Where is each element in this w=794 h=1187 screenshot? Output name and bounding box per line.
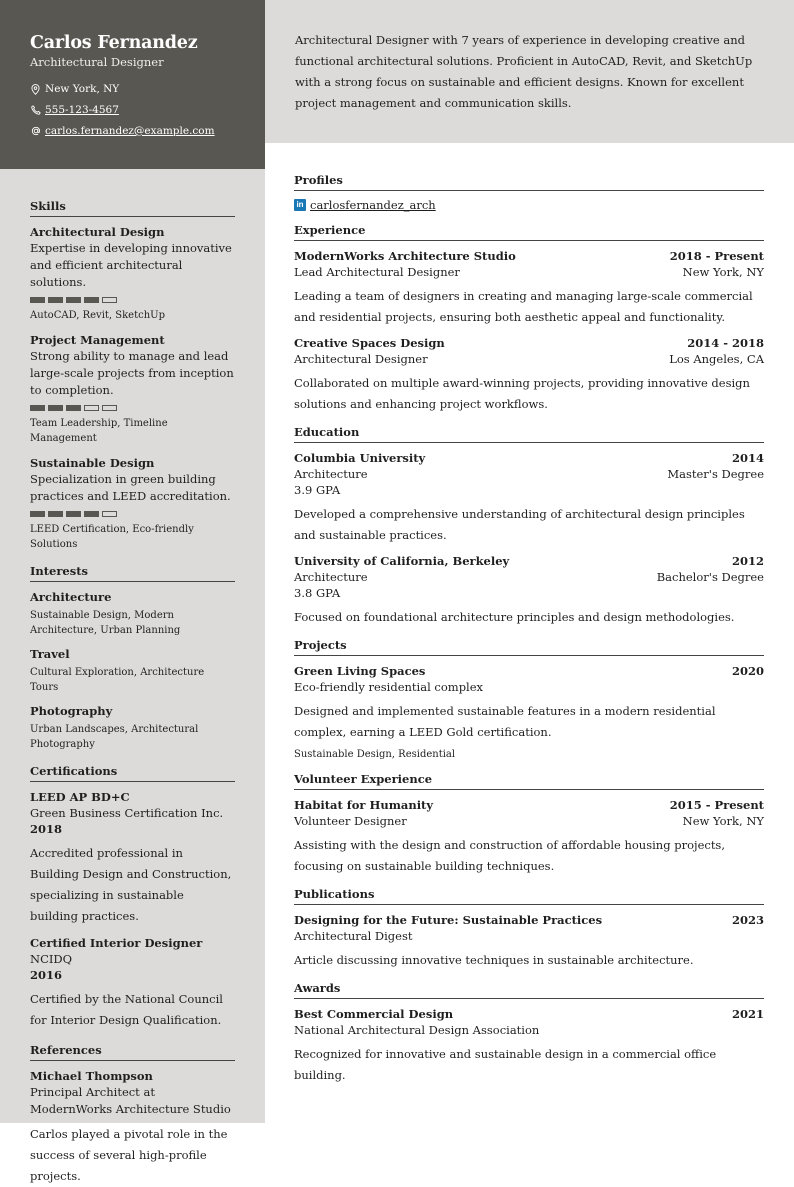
certification-item	[30, 935, 235, 1031]
awards-section	[294, 981, 764, 1086]
skill-keywords: AutoCAD, Revit, SketchUp	[30, 310, 165, 321]
publication-description: Article discussing innovative techniques in sustainable architecture.	[294, 953, 694, 967]
experience-description: Collaborated on multiple award-winning projects, providing innovative design solutions and enhancing project workflows.	[294, 376, 750, 411]
skill-level-segment	[84, 511, 99, 517]
award-year: 2021	[731, 1007, 764, 1021]
summary-text: Architectural Designer with 7 years of experience in developing creative and functional architectural solutions. Proficient in AutoCAD, Revit, and SketchUp with a strong focus on sustainable and efficient designs. Known for excellent project management and communication skills.	[295, 33, 753, 110]
certification-name: Certified Interior Designer	[30, 936, 203, 950]
award-description: Recognized for innovative and sustainable design in a commercial office building.	[294, 1047, 717, 1082]
school-name: Columbia University	[294, 451, 426, 465]
school-name: University of California, Berkeley	[294, 554, 510, 568]
volunteer-heading: Volunteer Experience	[294, 772, 764, 790]
project-name: Green Living Spaces	[294, 664, 426, 678]
project-description: Designed and implemented sustainable features in a modern residential complex, earning a LEED Gold certification.	[294, 704, 716, 739]
project-year: 2020	[731, 664, 764, 678]
certification-description: Certified by the National Council for Interior Design Qualification.	[30, 992, 223, 1027]
interest-name: Architecture	[30, 590, 112, 604]
publications-section	[294, 887, 764, 971]
interest-keywords: Sustainable Design, Modern Architecture, Urban Planning	[30, 610, 181, 636]
education-field: Architecture	[294, 570, 368, 584]
contact-email	[30, 124, 235, 138]
education-gpa: 3.9 GPA	[294, 483, 341, 497]
skill-keywords: Team Leadership, Timeline Management	[30, 418, 168, 444]
volunteer-org: Habitat for Humanity	[294, 798, 434, 812]
volunteer-item	[294, 797, 764, 877]
education-field: Architecture	[294, 467, 368, 481]
certification-name: LEED AP BD+C	[30, 790, 130, 804]
interest-keywords: Urban Landscapes, Architectural Photography	[30, 724, 199, 750]
skill-item	[30, 224, 235, 323]
profile-item	[294, 197, 764, 213]
job-role: Architectural Designer	[294, 352, 428, 366]
volunteer-dates: 2015 - Present	[669, 798, 764, 812]
education-degree: Master's Degree	[667, 467, 764, 481]
job-location: New York, NY	[682, 265, 764, 279]
volunteer-role: Volunteer Designer	[294, 814, 407, 828]
awards-heading: Awards	[294, 981, 764, 999]
experience-heading: Experience	[294, 223, 764, 241]
skill-level-segment	[66, 297, 81, 303]
experience-dates: 2014 - 2018	[687, 336, 764, 350]
skill-description: Specialization in green building practices and LEED accreditation.	[30, 472, 231, 503]
interest-keywords: Cultural Exploration, Architecture Tours	[30, 667, 205, 693]
skill-description: Strong ability to manage and lead large-scale projects from inception to completion.	[30, 349, 234, 397]
interest-item	[30, 703, 235, 752]
project-keywords: Sustainable Design, Residential	[294, 749, 456, 760]
at-sign-icon	[30, 126, 41, 137]
award-title: Best Commercial Design	[294, 1007, 454, 1021]
certification-year: 2018	[30, 822, 63, 836]
profile-username-link[interactable]: carlosfernandez_arch	[310, 198, 436, 212]
skill-level-bars	[30, 405, 235, 411]
skill-level-segment	[30, 511, 45, 517]
education-item	[294, 553, 764, 628]
publication-title: Designing for the Future: Sustainable Practices	[294, 913, 603, 927]
volunteer-description: Assisting with the design and construction of affordable housing projects, focusing on sustainable building techniques.	[294, 838, 725, 873]
interest-item	[30, 646, 235, 695]
project-item	[294, 663, 764, 762]
skills-section	[30, 199, 235, 552]
experience-item	[294, 335, 764, 415]
volunteer-location: New York, NY	[682, 814, 764, 828]
award-awarder: National Architectural Design Association	[294, 1023, 540, 1037]
reference-description: Carlos played a pivotal role in the success of several high-profile projects.	[30, 1127, 228, 1183]
interests-heading: Interests	[30, 564, 235, 582]
volunteer-section	[294, 772, 764, 877]
experience-item	[294, 248, 764, 328]
skill-level-segment	[84, 405, 99, 411]
education-description: Developed a comprehensive understanding of architectural design principles and sustainable practices.	[294, 507, 745, 542]
references-heading: References	[30, 1043, 235, 1061]
summary-section	[265, 0, 794, 143]
experience-section	[294, 223, 764, 415]
education-gpa: 3.8 GPA	[294, 586, 341, 600]
location-text: New York, NY	[45, 83, 120, 95]
education-item	[294, 450, 764, 546]
skill-level-segment	[30, 297, 45, 303]
linkedin-icon: in	[294, 199, 306, 211]
project-subtitle: Eco-friendly residential complex	[294, 680, 484, 694]
skill-name: Project Management	[30, 333, 165, 347]
skill-level-segment	[102, 405, 117, 411]
publication-year: 2023	[731, 913, 764, 927]
skill-level-segment	[48, 511, 63, 517]
certification-description: Accredited professional in Building Design and Construction, specializing in sustainable building practices.	[30, 846, 232, 923]
skill-name: Architectural Design	[30, 225, 165, 239]
job-location: Los Angeles, CA	[669, 352, 764, 366]
skill-level-segment	[48, 297, 63, 303]
interest-name: Travel	[30, 647, 70, 661]
publication-publisher: Architectural Digest	[294, 929, 413, 943]
projects-heading: Projects	[294, 638, 764, 656]
publication-item	[294, 912, 764, 971]
education-description: Focused on foundational architecture principles and design methodologies.	[294, 610, 735, 624]
skill-level-segment	[48, 405, 63, 411]
experience-description: Leading a team of designers in creating and managing large-scale commercial and residential projects, ensuring both aesthetic appeal and functionality.	[294, 289, 753, 324]
skill-level-bars	[30, 297, 235, 303]
certification-issuer: NCIDQ	[30, 952, 73, 966]
phone-link[interactable]: 555-123-4567	[45, 104, 119, 116]
skills-heading: Skills	[30, 199, 235, 217]
references-section	[30, 1043, 235, 1187]
main-content	[294, 173, 764, 1086]
phone-icon	[30, 105, 41, 116]
skill-level-segment	[66, 511, 81, 517]
certification-year: 2016	[30, 968, 63, 982]
reference-role: Principal Architect at ModernWorks Architecture Studio	[30, 1085, 231, 1116]
projects-section	[294, 638, 764, 762]
skill-level-segment	[66, 405, 81, 411]
company-name: Creative Spaces Design	[294, 336, 445, 350]
location-pin-icon	[30, 84, 41, 95]
education-section	[294, 425, 764, 628]
skill-name: Sustainable Design	[30, 456, 155, 470]
experience-dates: 2018 - Present	[669, 249, 764, 263]
profiles-heading: Profiles	[294, 173, 764, 191]
candidate-title: Architectural Designer	[30, 55, 164, 69]
certifications-heading: Certifications	[30, 764, 235, 782]
profiles-section	[294, 173, 764, 213]
skill-level-segment	[30, 405, 45, 411]
sidebar-content	[30, 199, 235, 1187]
skill-item	[30, 332, 235, 446]
education-year: 2012	[731, 554, 764, 568]
email-link[interactable]: carlos.fernandez@example.com	[45, 125, 215, 137]
contact-location	[30, 82, 235, 96]
skill-level-bars	[30, 511, 235, 517]
interest-name: Photography	[30, 704, 113, 718]
interests-section	[30, 564, 235, 752]
education-heading: Education	[294, 425, 764, 443]
education-year: 2014	[731, 451, 764, 465]
award-item	[294, 1006, 764, 1086]
skill-level-segment	[84, 297, 99, 303]
skill-level-segment	[102, 511, 117, 517]
certification-issuer: Green Business Certification Inc.	[30, 806, 224, 820]
job-role: Lead Architectural Designer	[294, 265, 460, 279]
skill-keywords: LEED Certification, Eco-friendly Solutions	[30, 524, 194, 550]
publications-heading: Publications	[294, 887, 764, 905]
company-name: ModernWorks Architecture Studio	[294, 249, 516, 263]
certifications-section	[30, 764, 235, 1031]
skill-level-segment	[102, 297, 117, 303]
certification-item	[30, 789, 235, 927]
contact-phone	[30, 103, 235, 117]
resume-header	[0, 0, 265, 169]
candidate-name: Carlos Fernandez	[30, 33, 198, 53]
reference-name: Michael Thompson	[30, 1069, 153, 1083]
education-degree: Bachelor's Degree	[656, 570, 764, 584]
skill-item	[30, 455, 235, 552]
skill-description: Expertise in developing innovative and efficient architectural solutions.	[30, 241, 232, 289]
interest-item	[30, 589, 235, 638]
reference-item	[30, 1068, 235, 1187]
